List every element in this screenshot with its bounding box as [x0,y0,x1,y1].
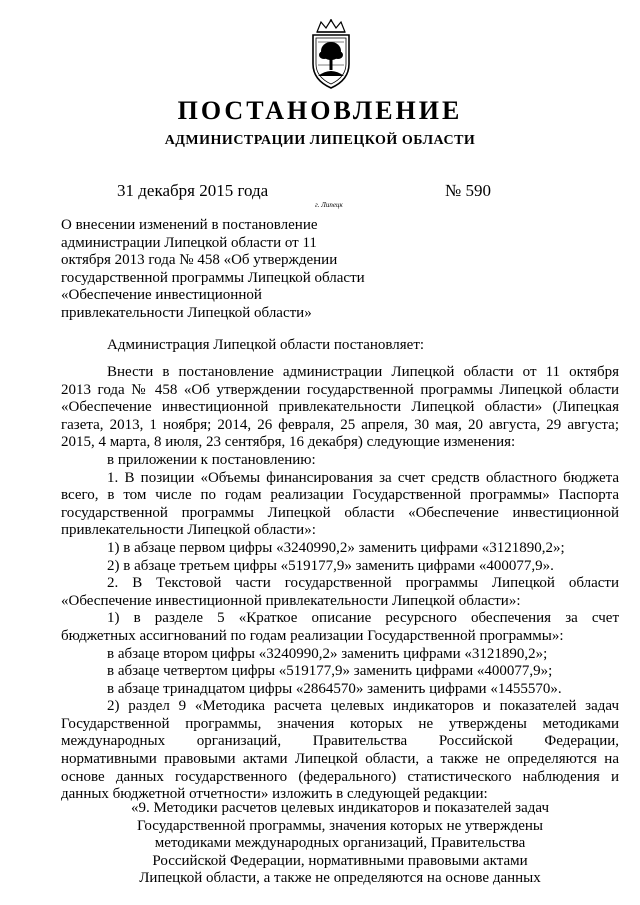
body-line: 2015, 4 марта, 8 июля, 23 сентября, 16 декабря) следующие изменения: [61,434,516,451]
abstract-line: «Обеспечение инвестиционной [61,287,262,304]
document-date: 31 декабря 2015 года [117,181,269,200]
body-line: «Обеспечение инвестиционной привлекательности Липецкой области» (Липецкая [61,399,619,416]
quote-line: «9. Методики расчетов целевых индикаторов и показателей задач [131,800,549,816]
body-line: в абзаце четвертом цифры «519177,9» заменить цифрами «400077,9»; [107,663,553,680]
quote-line: Российской Федерации, нормативными правовыми актами [152,852,528,869]
abstract-line: октября 2013 года № 458 «Об утверждении [61,252,338,269]
body-line: нормативными правовыми актами Липецкой области, а также не определяются на [61,751,619,768]
document-abstract [61,217,401,323]
document-city: г. Липецк [315,201,343,209]
body-line: «Обеспечение инвестиционной привлекательности Липецкой области»: [61,592,521,609]
coat-of-arms-icon [303,18,359,90]
body-line: 1) в абзаце первом цифры «3240990,2» заменить цифрами «3121890,2»; [107,539,565,556]
quote-line: Липецкой области, а также не определяются на основе данных [139,870,541,887]
body-line: 1. В позиции «Объемы финансирования за счет средств областного бюджета [107,469,619,486]
body-line: Внести в постановление администрации Липецкой области от 11 октября [107,364,619,380]
body-line: газета, 2013, 1 ноября; 2014, 26 февраля, 25 апреля, 30 мая, 20 августа, 29 августа; [61,416,619,433]
abstract-line: администрации Липецкой области от 11 [61,234,317,251]
resolution-lead: Администрация Липецкой области постановляет: [107,337,425,353]
abstract-line: привлекательности Липецкой области» [61,304,312,321]
quote-line: методиками международных организаций, Правительства [154,835,526,852]
quoted-section-heading [61,800,619,888]
body-line: 2) в абзаце третьем цифры «519177,9» заменить цифрами «400077,9». [107,557,554,574]
body-line: бюджетных ассигнований по годам реализации Государственной программы»: [61,627,564,644]
body-line: 2. В Текстовой части государственной программы Липецкой области [107,575,619,592]
body-line: государственной программы Липецкой области «Обеспечение инвестиционной [61,504,619,521]
document-body [61,364,619,804]
body-line: 1) в разделе 5 «Краткое описание ресурсного обеспечения за счет [107,610,619,627]
abstract-line: государственной программы Липецкой области [61,269,365,286]
document-title: ПОСТАНОВЛЕНИЕ [177,96,463,125]
body-line: Государственной программы, значения которых не утверждены методиками [61,715,619,732]
body-line: в приложении к постановлению: [107,451,316,468]
body-line: всего, в том числе по годам реализации Государственной программы» Паспорта [61,487,619,504]
body-line: 2013 года № 458 «Об утверждении государственной программы Липецкой области [61,381,619,398]
body-line: привлекательности Липецкой области»: [61,522,316,539]
document-number: № 590 [445,181,491,200]
body-line: в абзаце втором цифры «3240990,2» заменить цифрами «3121890,2»; [107,645,548,662]
body-line: данных бюджетной отчетности» изложить в следующей редакции: [61,786,488,803]
body-line: основе данных государственного (федерального) статистического наблюдения и [61,768,619,785]
quote-line: Государственной программы, значения которых не утверждены [137,817,543,834]
body-line: 2) раздел 9 «Методика расчета целевых индикаторов и показателей задач [107,698,619,715]
body-line: международных организаций, Правительства Российской Федерации, [61,733,619,750]
body-line: в абзаце тринадцатом цифры «2864570» заменить цифрами «1455570». [107,680,562,697]
abstract-line: О внесении изменений в постановление [61,217,318,233]
document-subtitle: АДМИНИСТРАЦИИ ЛИПЕЦКОЙ ОБЛАСТИ [164,133,476,148]
